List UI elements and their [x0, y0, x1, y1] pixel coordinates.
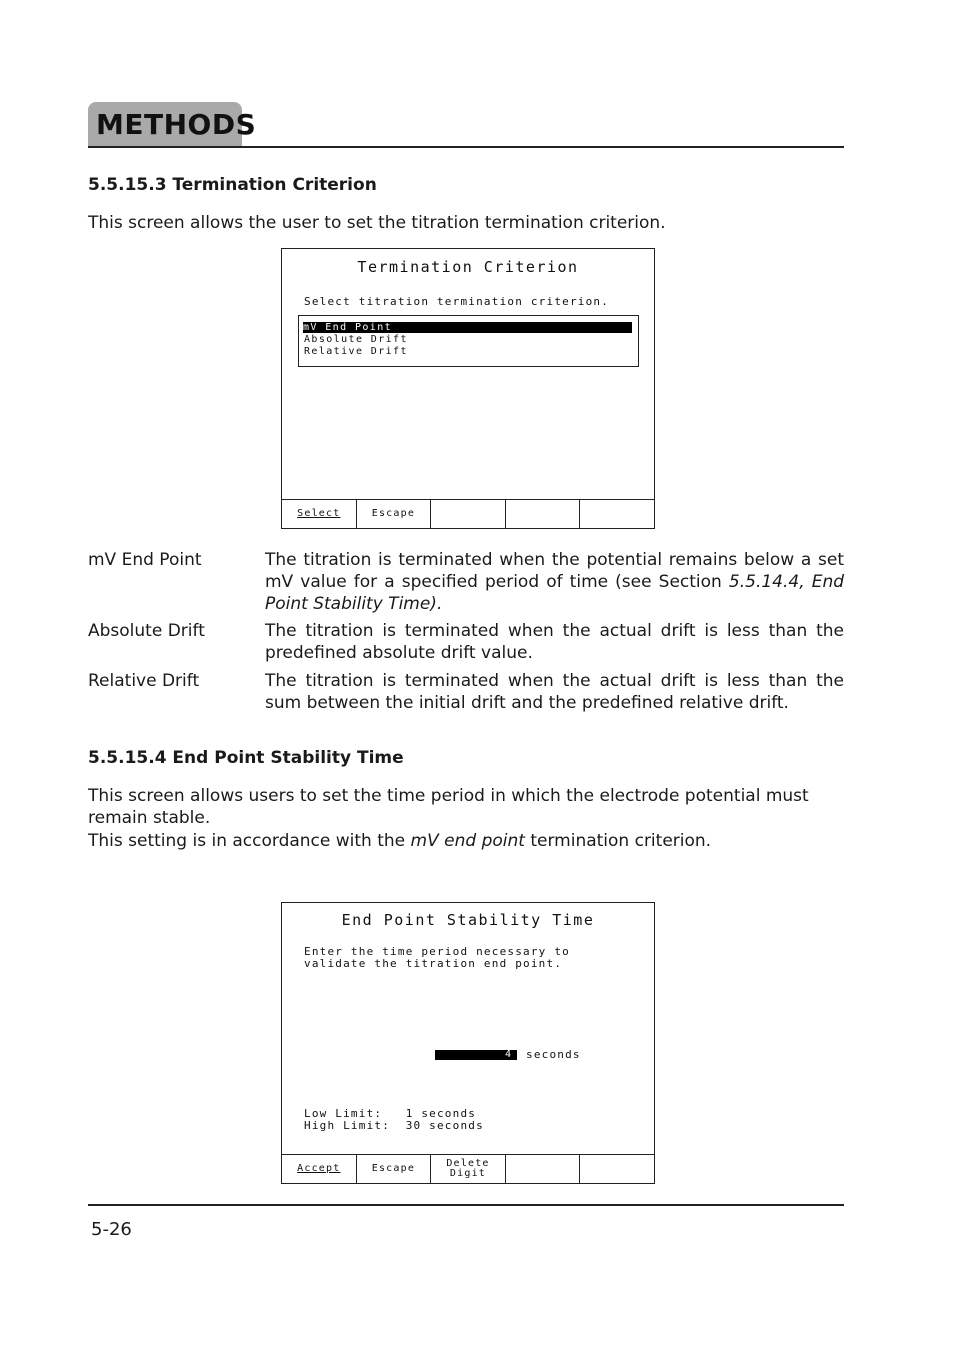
section-note-stability: This setting is in accordance with the mV end point termination criterion. [88, 831, 712, 851]
lcd-prompt-line-2: validate the titration end point. [304, 957, 563, 970]
lcd-prompt-line-1: Enter the time period necessary to [304, 945, 570, 958]
lcd-screen-stability [281, 902, 655, 1184]
definition-mv-end-point [88, 549, 844, 615]
page-header-title: METHODS [96, 108, 257, 141]
softkey-5[interactable] [580, 1155, 654, 1183]
softkey-4[interactable] [506, 500, 581, 528]
header-tab [88, 102, 257, 146]
definition-term: mV End Point [88, 550, 202, 570]
delete-digit-softkey[interactable]: Delete Digit [431, 1155, 506, 1183]
section-intro-stability: This screen allows users to set the time period in which the electrode potential must remain stable. [88, 786, 809, 828]
softkey-bar [282, 1154, 654, 1183]
softkey-5[interactable] [580, 500, 654, 528]
accept-softkey[interactable]: Accept [282, 1155, 357, 1183]
escape-softkey[interactable]: Escape [357, 1155, 432, 1183]
definition-term: Absolute Drift [88, 621, 205, 641]
definition-desc: The titration is terminated when the potential remains below a set mV value for a specified period of time (see Section 5.5.14.4, End Point Stability Time). [265, 550, 845, 614]
stability-time-input[interactable]: 4 [435, 1050, 517, 1060]
lcd-title: End Point Stability Time [341, 911, 595, 929]
header-rule [88, 146, 844, 148]
list-item-mv-end-point[interactable]: mV End Point [303, 322, 632, 333]
softkey-4[interactable] [506, 1155, 581, 1183]
definition-desc: The titration is terminated when the actual drift is less than the sum between the initial drift and the predefined relative drift. [265, 671, 844, 713]
value-unit: seconds [526, 1048, 581, 1061]
softkey-3[interactable] [431, 500, 506, 528]
select-softkey[interactable]: Select [282, 500, 357, 528]
lcd-screen-termination [281, 248, 655, 529]
low-limit: Low Limit: 1 seconds [304, 1107, 477, 1120]
lcd-prompt: Select titration termination criterion. [304, 295, 610, 308]
list-item-absolute-drift[interactable]: Absolute Drift [304, 334, 408, 345]
criterion-list [298, 315, 639, 367]
softkey-bar [282, 499, 654, 528]
page-number: 5-26 [91, 1219, 132, 1240]
lcd-title: Termination Criterion [357, 258, 579, 276]
escape-softkey[interactable]: Escape [357, 500, 432, 528]
section-heading-stability: 5.5.15.4 End Point Stability Time [88, 748, 404, 768]
definition-absolute-drift [88, 620, 844, 664]
definition-relative-drift [88, 670, 844, 714]
list-item-relative-drift[interactable]: Relative Drift [304, 346, 408, 357]
footer-rule [88, 1204, 844, 1206]
section-heading-termination: 5.5.15.3 Termination Criterion [88, 175, 377, 195]
definition-desc: The titration is terminated when the actual drift is less than the predefined absolute drift value. [265, 621, 844, 663]
definition-term: Relative Drift [88, 671, 200, 691]
section-intro-termination: This screen allows the user to set the titration termination criterion. [88, 213, 666, 233]
high-limit: High Limit: 30 seconds [304, 1119, 484, 1132]
